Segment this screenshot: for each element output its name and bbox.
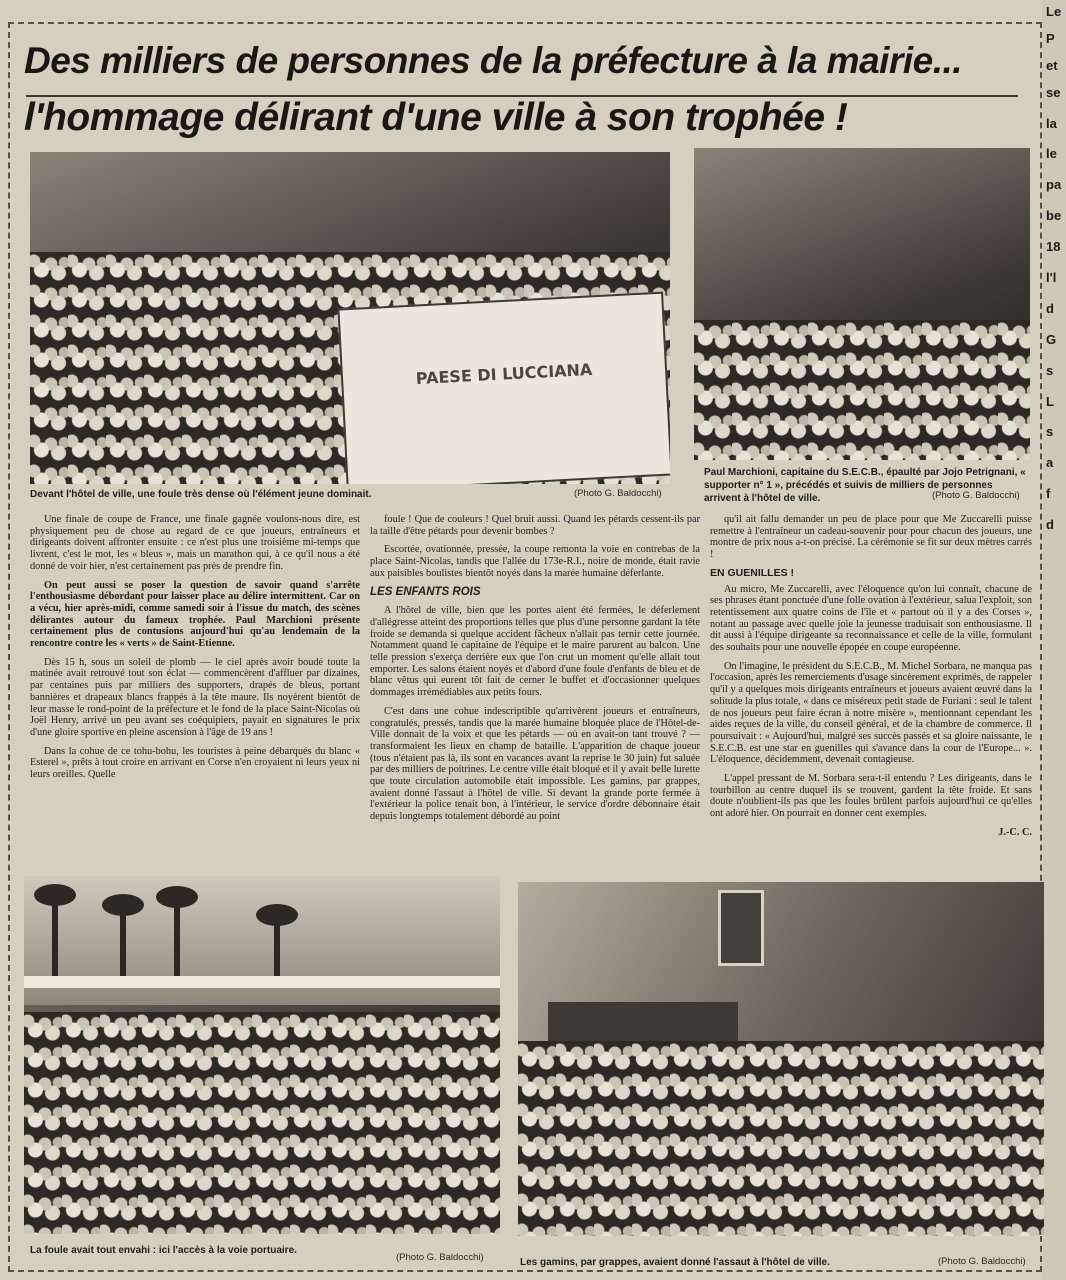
balcony	[548, 1002, 738, 1042]
port-railing	[24, 976, 500, 988]
edge-fragment: L	[1046, 393, 1054, 409]
edge-fragment: se	[1046, 84, 1061, 100]
window	[718, 890, 764, 966]
paragraph: C'est dans une cohue indescriptible qu'arrivèrent joueurs et entraîneurs, congratulés, pressés, tandis que la marée humaine bloquée place de l'Hôtel-de-Ville donnait de la voix et que les pétards — où en avait-on tant trouvé ? — transformaient les lieux en champ de bataille. L'apparition de chaque joueur (tous n'étaient pas là, ils sont en vacances avant la reprise le 30 juin) fut saluée par des milliers de poitrines. Le centre ville était bloqué et il y avait belle lurette que toute circulation automobile était impossible. Les gamins, par grappes, avaient donné l'assaut à l'hôtel de ville. Si devant la grande porte fermée à l'extérieur la police tenait bon, à l'intérieur, le service d'ordre débonnaire était depuis longtemps totalement débordé au point	[370, 705, 700, 823]
lucciana-banner	[337, 292, 670, 484]
edge-fragment: G	[1046, 331, 1057, 347]
banner-text: PAESE DI LUCCIANA	[415, 359, 593, 389]
palm-tree	[52, 896, 58, 984]
edge-fragment: d	[1046, 517, 1054, 533]
photo-kids-climbing-town-hall	[518, 882, 1044, 1236]
edge-fragment: l'l	[1046, 270, 1057, 286]
caption-bottom-right: Les gamins, par grappes, avaient donné l'assaut à l'hôtel de ville.	[520, 1257, 830, 1268]
headline-line-1: Des milliers de personnes de la préfecture à la mairie...	[24, 40, 963, 81]
edge-fragment: pa	[1046, 177, 1062, 193]
palm-tree	[120, 906, 126, 986]
caption-bottom-left: La foule avait tout envahi : ici l'accès à la voie portuaire.	[30, 1245, 297, 1256]
photo-crowd-town-hall	[30, 152, 670, 484]
article-column-2	[370, 514, 700, 830]
caption-top-right: Paul Marchioni, capitaine du S.E.C.B., épaulté par Jojo Petrignani, « supporter n° 1 », précédés et suivis de milliers de personnes arrivent à l'hôtel de ville.	[704, 467, 1026, 504]
paragraph: qu'il ait fallu demander un peu de place pour que Me Zuccarelli puisse remettre à l'entraîneur un cadeau-souvenir pour pour chacun des joueurs, une montre de prix nous a-t-on précisé. La cérémonie se fit sur deux mètres carrés !	[710, 514, 1032, 561]
credit-top-left: (Photo G. Baldocchi)	[574, 488, 662, 499]
author-signature: J.-C. C.	[998, 826, 1032, 838]
paragraph: Au micro, Me Zuccarelli, avec l'éloquence qu'on lui connaît, chacune de ses phrases étant ponctuée d'une folle ovation à l'extérieur, salua l'exploit, son retentissement aux quatre coins de l'île et « partout où il y a des Corses », notant au passage avec quelle joie la jeunesse traduisait son enthousiasme. Il dit aussi à l'équipe dirigeante sa reconnaissance et celle de la ville, formulant des souhaits pour une nouvelle épopée en coupe européenne.	[710, 583, 1032, 654]
paragraph: Dès 15 h, sous un soleil de plomb — le ciel après avoir boudé toute la matinée avait retrouvé tout son éclat — commencèrent d'affluer par dizaines, par centaines puis par milliers des supporters, drapés de bleus, portant bannières et drapeaux blancs frappés à la tête maure. Ils noyèrent bientôt de leur masse le rond-point de la préfecture et le fond de la place Saint-Nicolas où Joël Henry, arrivé un peu avant ses coéquipiers, payait en signatures le prix d'une gloire sportive en pleine ascension à l'âge de 19 ans !	[30, 656, 360, 738]
credit-bottom-left: (Photo G. Baldocchi)	[396, 1252, 484, 1263]
edge-fragment: s	[1046, 424, 1054, 440]
subheading-enfants-rois: LES ENFANTS ROIS	[370, 585, 481, 598]
photo-captain-trophy	[694, 148, 1030, 460]
edge-fragment: 18	[1046, 239, 1061, 255]
edge-fragment: d	[1046, 300, 1054, 316]
crowd-texture	[694, 320, 1030, 460]
paragraph: On peut aussi se poser la question de savoir quand s'arrête l'enthousiasme débordant pour laisser place au délire intermittent. Car on a vécu, hier après-midi, comme samedi soir à l'issue du match, des scènes délirantes autour du fameux trophée. Paul Marchioni présente certainement plus de contusions aujourd'hui qu'au lendemain de la rencontre contre les « verts » de Saint-Etienne.	[30, 579, 360, 650]
paragraph: Une finale de coupe de France, une finale gagnée voulons-nous dire, est physiquement peu de chose au regard de ce que joueurs, entraîneurs et dirigeants doivent affronter ensuite : ce n'est plus une troisième mi-temps que livrent, c'est le mot, les « bleus », mais un marathon qui, à ce qu'il nous a été donné de voir hier, n'est certainement pas près de prendre fin.	[30, 514, 360, 572]
article-column-1	[30, 514, 360, 788]
edge-fragment: le	[1046, 146, 1057, 162]
crowd-texture	[518, 1041, 1044, 1236]
paragraph: A l'hôtel de ville, bien que les portes aient été fermées, le déferlement d'allégresse atteint des proportions telles que plus d'une personne gardant la tête froide se demanda si quelque accident fâcheux n'allait pas ternir cette journée. Notamment quand le capitaine de l'équipe et le maire parurent au balcon. Une telle pression s'exerça derrière eux que l'on crut un moment qu'elle allait tout emporter. Les salons étaient noyés et d'abord d'une foule d'enfants de bleu et de blanc vêtus qui eurent tôt fait de cerner le buffet et d'occasionner quelques dommages irrémédiables aux petits fours.	[370, 605, 700, 699]
edge-fragment: s	[1046, 362, 1054, 378]
paragraph: foule ! Que de couleurs ! Quel bruit aussi. Quand les pétards cessent-ils par la taille d'être pétards pour devenir bombes ?	[370, 514, 700, 537]
edge-fragment: et	[1046, 57, 1058, 73]
edge-fragment: be	[1046, 208, 1062, 224]
article-column-3	[710, 514, 1032, 839]
paragraph: Dans la cohue de ce tohu-bohu, les touristes à peine débarqués du blanc « Esterel », prêts à tout croire en arrivant en Corse n'en croyaient ni leurs yeux ni leurs oreilles. Quelle	[30, 745, 360, 781]
paragraph: On l'imagine, le président du S.E.C.B., M. Michel Sorbara, ne manqua pas l'occasion, après les remerciements d'usage sincèrement exprimés, de rappeler qu'il y a quelques mois dirigeants entraîneurs et joueurs avaient œuvré dans la solitude la plus totale, « dans ce miséreux petit stade de Furiani : seul le talent de nos joueurs peut faire écran à notre misère », mentionnant cependant les aides reçues de la ville, du conseil général, et de la chambre de commerce. Il poursuivait : « Aujourd'hui, malgré ses succès passés et sa gloire naissante, le S.E.C.B. est une star en guenilles qui s'avance dans la cour de l'Europe... ». L'éloquence, décidemment, devenait contagieuse.	[710, 660, 1032, 766]
credit-top-right: (Photo G. Baldocchi)	[932, 490, 1020, 501]
edge-fragment: f	[1046, 486, 1051, 502]
adjacent-column-edge	[1042, 0, 1066, 1280]
edge-fragment: P	[1046, 30, 1055, 46]
palm-tree	[174, 898, 180, 984]
headline-line-2: l'hommage délirant d'une ville à son trophée !	[24, 96, 848, 139]
crowd-texture	[24, 1012, 500, 1234]
paragraph: L'appel pressant de M. Sorbara sera-t-il entendu ? Les dirigeants, dans le tourbillon au centre duquel ils se trouvent, gardent la tête froide. Et sans doute n'oublient-ils pas que les foules brûlent parfois aujourd'hui ce qu'elles ont adoré hier. On pourrait en donner cent exemples.	[710, 773, 1032, 820]
edge-fragment: la	[1046, 115, 1057, 131]
credit-bottom-right: (Photo G. Baldocchi)	[938, 1256, 1026, 1267]
paragraph: Escortée, ovationnée, pressée, la coupe remonta la voie en contrebas de la place Saint-Nicolas, tandis que l'allée du 173e-R.I., noire de monde, était ravie aux paisibles boulistes bientôt noyés dans la marée humaine déferlante.	[370, 544, 700, 579]
subheading-en-guenilles: EN GUENILLES !	[710, 566, 795, 579]
photo-port-crowd	[24, 876, 500, 1234]
caption-top-left: Devant l'hôtel de ville, une foule très dense où l'élément jeune dominait.	[30, 489, 372, 500]
edge-fragment: Le	[1046, 4, 1062, 19]
edge-fragment: a	[1046, 455, 1054, 471]
